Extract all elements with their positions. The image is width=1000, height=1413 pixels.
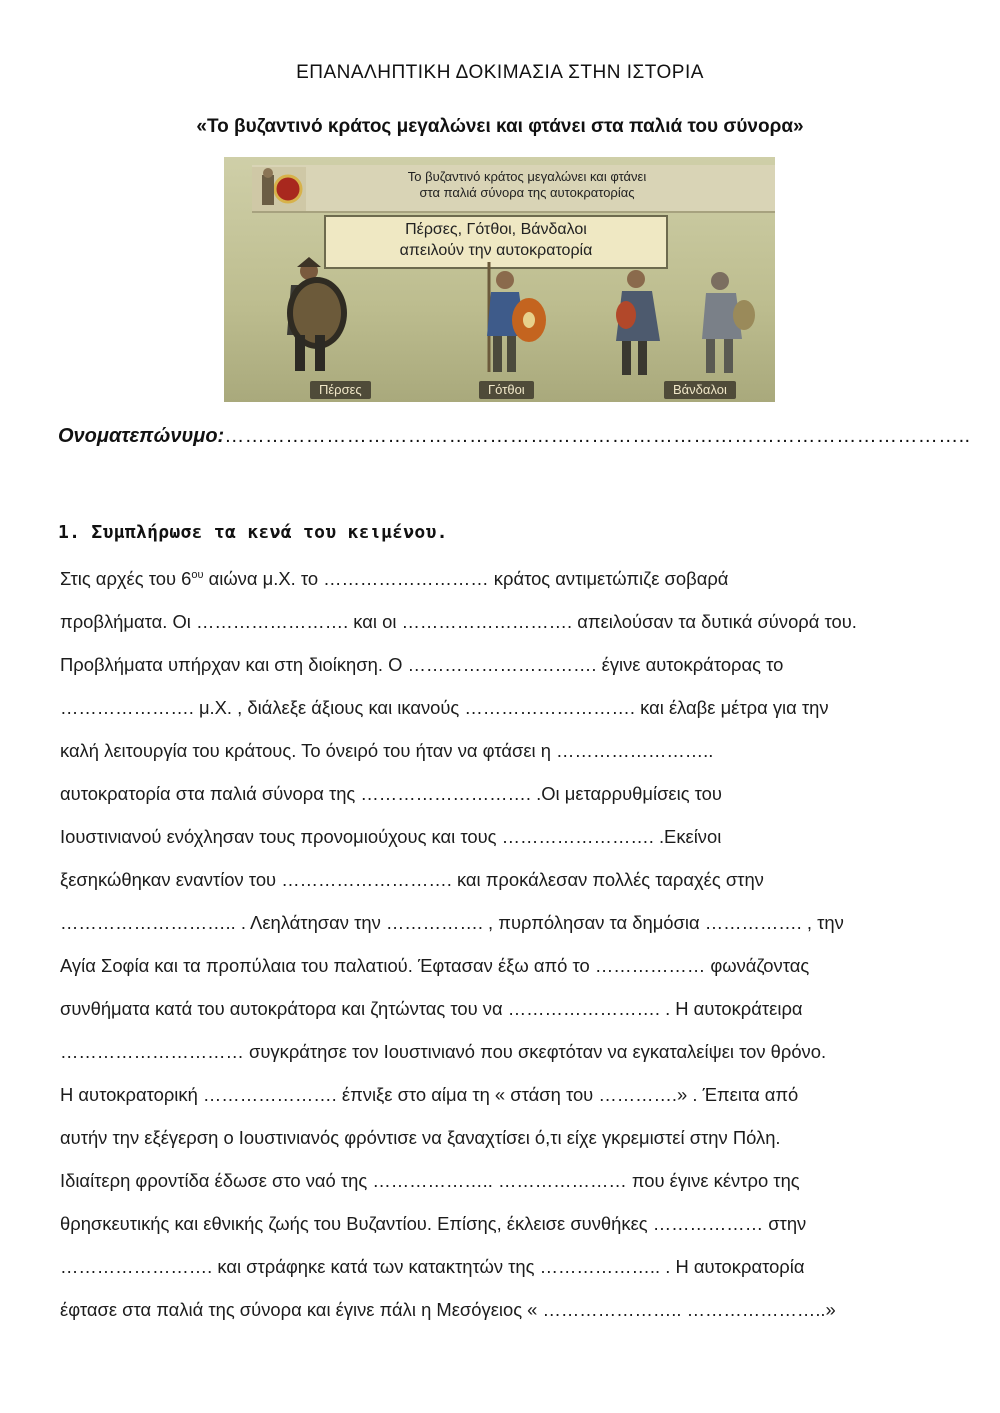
banner-title-line-1: Πέρσες, Γότθοι, Βάνδαλοι — [405, 221, 587, 238]
text-line[interactable]: Η αυτοκρατορική …………………. έπνιξε στο αίμα τη « στάση του ………….» . Έπειτα από — [60, 1084, 799, 1105]
text-line-end[interactable]: αιώνα μ.Χ. το ……………………… κράτος αντιμετώπιζε σοβαρά — [203, 568, 729, 589]
persian-warrior-figure — [269, 257, 359, 377]
text-line[interactable]: Αγία Σοφία και τα προπύλαια του παλατιού. Έφτασαν έξω από το ……………… φωνάζοντας — [60, 955, 810, 976]
text-line[interactable]: ………………………… συγκράτησε τον Ιουστινιανό που σκεφτόταν να εγκαταλείψει τον θρόνο. — [60, 1041, 827, 1062]
banner-header-line-2: στα παλιά σύνορα της αυτοκρατορίας — [419, 185, 635, 200]
text-line[interactable]: ……………………. και στράφηκε κατά των κατακτητών της ……………….. . Η αυτοκρατορία — [60, 1256, 805, 1277]
caption-vandals: Βάνδαλοι — [664, 381, 736, 399]
exercise-heading: 1. Συμπλήρωσε τα κενά του κειμένου. — [58, 522, 448, 543]
banner-header-line-1: Το βυζαντινό κράτος μεγαλώνει και φτάνει — [407, 169, 647, 184]
banner-title-text — [326, 219, 666, 261]
text-line[interactable]: …………………. μ.Χ. , διάλεξε άξιους και ικανούς ………………………. και έλαβε μέτρα για την — [60, 697, 829, 718]
text-line[interactable]: προβλήματα. Οι ……………………. και οι ………………………. απειλούσαν τα δυτικά σύνορά του. — [60, 611, 857, 632]
banner-title-box — [324, 215, 668, 269]
text-line[interactable]: Ιδιαίτερη φροντίδα έδωσε στο ναό της ……………….. ………………… που έγινε κέντρο της — [60, 1170, 800, 1191]
text-line[interactable]: Ιουστινιανού ενόχλησαν τους προνομιούχους και τους ……………………. .Εκείνοι — [60, 826, 722, 847]
text-line: αυτήν την εξέγερση ο Ιουστινιανός φρόντισε να ξαναχτίσει ό,τι είχε γκρεμιστεί στην Πόλη. — [60, 1127, 781, 1148]
text-line[interactable]: ……………………….. . Λεηλάτησαν την ……………. , πυρπόλησαν τα δημόσια ……………. , την — [60, 912, 844, 933]
caption-persians: Πέρσες — [310, 381, 371, 399]
goth-warrior-figure — [469, 262, 559, 377]
text-line[interactable]: καλή λειτουργία του κράτους. Το όνειρό του ήταν να φτάσει η …………………….. — [60, 740, 714, 761]
vandal-warriors-figure — [602, 265, 762, 380]
text-line[interactable]: αυτοκρατορία στα παλιά σύνορα της ………………………. .Οι μεταρρυθμίσεις του — [60, 783, 722, 804]
page-subtitle: «Το βυζαντινό κράτος μεγαλώνει και φτάνει στα παλιά του σύνορα» — [196, 116, 804, 137]
text-line-start: Στις αρχές του 6 — [60, 568, 192, 589]
emblem-icon — [252, 167, 306, 211]
banner-title-line-2: απειλούν την αυτοκρατορία — [399, 242, 593, 259]
superscript: ου — [191, 569, 204, 581]
text-line[interactable]: συνθήματα κατά του αυτοκράτορα και ζητώντας του να ……………………. . Η αυτοκράτειρα — [60, 998, 803, 1019]
illustration-banner — [224, 157, 775, 402]
text-line[interactable]: Προβλήματα υπήρχαν και στη διοίκηση. Ο …………………………. έγινε αυτοκράτορας το — [60, 654, 784, 675]
text-line[interactable]: θρησκευτικής και εθνικής ζωής του Βυζαντίου. Επίσης, έκλεισε συνθήκες ……………… στην — [60, 1213, 807, 1234]
caption-goths: Γότθοι — [479, 381, 534, 399]
student-name-field[interactable] — [58, 425, 971, 448]
student-name-label: Ονοματεπώνυμο: — [58, 425, 225, 447]
student-name-blank[interactable]: ……………………………………………………………………………………………….. — [224, 425, 971, 447]
text-line[interactable]: έφτασε στα παλιά της σύνορα και έγινε πάλι η Μεσόγειος « ………………….. …………………..» — [60, 1299, 836, 1320]
page-title: ΕΠΑΝΑΛΗΠΤΙΚΗ ΔΟΚΙΜΑΣΙΑ ΣΤΗΝ ΙΣΤΟΡΙΑ — [296, 62, 704, 83]
text-line[interactable]: ξεσηκώθηκαν εναντίον του ………………………. και προκάλεσαν πολλές ταραχές στην — [60, 869, 764, 890]
banner-header — [252, 165, 775, 213]
banner-header-text — [307, 169, 747, 201]
text-line[interactable] — [60, 568, 728, 590]
